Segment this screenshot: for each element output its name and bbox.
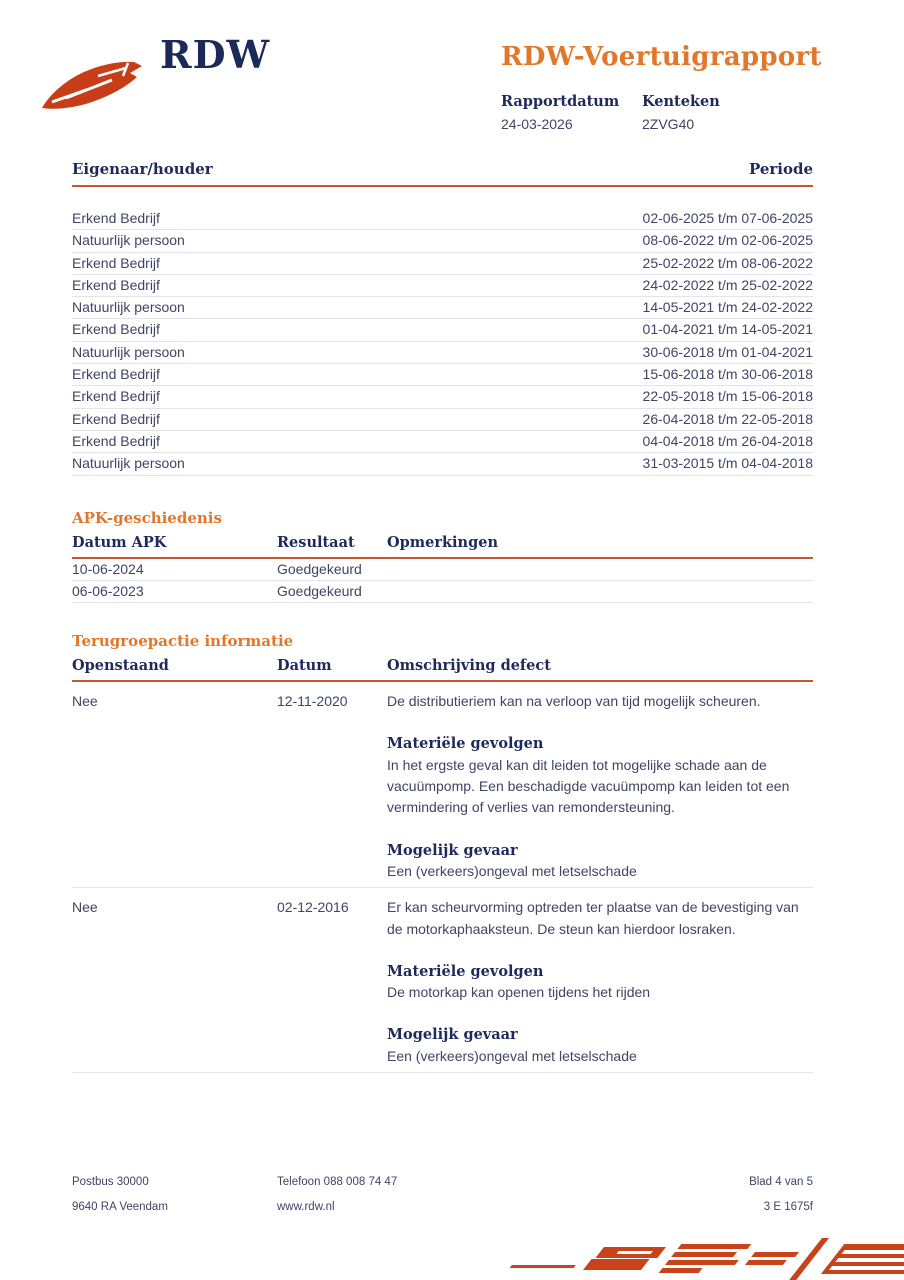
owner-type: Erkend Bedrijf (72, 432, 160, 449)
report-date-value: 24-03-2026 (501, 116, 573, 132)
recall-date-value: 12-11-2020 (277, 693, 348, 710)
footer-address (72, 1170, 277, 1219)
footer-form-code: 3 E 1675f (763, 1200, 813, 1213)
owner-period: 30-06-2018 t/m 01-04-2021 (642, 343, 813, 360)
recall-open-column-header: Openstaand (72, 657, 169, 675)
recall-consequences-text: In het ergste geval kan dit leiden tot mogelijke schade aan de vacuümpomp. Een beschadigde vacuümpomp kan leiden tot een vermindering of verlies van remondersteuning. (387, 756, 790, 816)
owner-type: Erkend Bedrijf (72, 276, 160, 293)
owner-type: Natuurlijk persoon (72, 299, 185, 316)
recall-danger-label: Mogelijk gevaar (387, 841, 518, 859)
report-header (501, 42, 841, 132)
recall-open-value: Nee (72, 693, 98, 710)
recall-defect-description: De distributieriem kan na verloop van tijd mogelijk scheuren. (387, 693, 761, 710)
owner-table-row (72, 431, 813, 453)
owner-period: 22-05-2018 t/m 15-06-2018 (642, 388, 813, 405)
footer-page-indicator: Blad 4 van 5 (749, 1176, 813, 1188)
speed-stripes-graphic-icon (504, 1238, 904, 1280)
apk-remarks (387, 559, 813, 580)
owner-period: 31-03-2015 t/m 04-04-2018 (642, 455, 813, 472)
report-body (72, 160, 813, 1073)
recall-defect-column-header: Omschrijving defect (387, 657, 551, 675)
owner-period: 08-06-2022 t/m 02-06-2025 (642, 232, 813, 249)
recall-open-value: Nee (72, 899, 98, 916)
recall-consequences-label: Materiële gevolgen (387, 962, 544, 980)
recall-table-rows (72, 682, 813, 1073)
recall-consequences-text: De motorkap kan openen tijdens het rijden (387, 984, 651, 1001)
apk-result: Goedgekeurd (277, 560, 362, 577)
owner-table-row (72, 342, 813, 364)
apk-table-header (72, 534, 813, 559)
recall-table-row (72, 682, 813, 888)
owner-period: 02-06-2025 t/m 07-06-2025 (642, 210, 813, 226)
apk-table-row (72, 581, 813, 603)
owner-type: Erkend Bedrijf (72, 388, 160, 405)
report-date-label: Rapportdatum (501, 93, 620, 110)
apk-section-heading: APK-geschiedenis (72, 508, 222, 527)
apk-remarks (387, 581, 813, 602)
owner-period: 04-04-2018 t/m 26-04-2018 (642, 432, 813, 449)
rdw-wordmark: RDW (160, 32, 271, 77)
owner-table-row (72, 453, 813, 475)
owner-type: Natuurlijk persoon (72, 232, 185, 249)
footer-postbus: Postbus 30000 (72, 1176, 149, 1188)
recall-date-column-header: Datum (277, 657, 332, 675)
page-footer (72, 1170, 813, 1219)
recall-defect-description: Er kan scheurvorming optreden ter plaatse van de bevestiging van de motorkaphaaksteun. De steun kan hierdoor losraken. (387, 899, 799, 937)
rdw-feather-logo-icon (40, 52, 152, 115)
owner-period: 25-02-2022 t/m 08-06-2022 (642, 254, 813, 271)
owner-table-row (72, 230, 813, 252)
owner-table-row (72, 275, 813, 297)
owner-type: Erkend Bedrijf (72, 210, 160, 226)
recall-danger-block (387, 1024, 813, 1067)
apk-history-section (72, 509, 813, 604)
owner-table-row (72, 253, 813, 275)
recall-consequences-label: Materiële gevolgen (387, 735, 544, 753)
owner-period: 01-04-2021 t/m 14-05-2021 (642, 321, 813, 338)
recall-defect-cell (387, 897, 813, 1067)
owner-table-row (72, 208, 813, 230)
owner-table-row (72, 386, 813, 408)
footer-city: 9640 RA Veendam (72, 1200, 168, 1213)
owner-table-header (72, 160, 813, 187)
period-column-header: Periode (748, 160, 813, 178)
owner-history-section (72, 160, 813, 476)
apk-result-column-header: Resultaat (277, 533, 355, 551)
owner-table-rows (72, 208, 813, 476)
owner-column-header: Eigenaar/houder (72, 160, 213, 178)
footer-contact (277, 1170, 749, 1219)
apk-table-row (72, 559, 813, 581)
owner-period: 26-04-2018 t/m 22-05-2018 (642, 410, 813, 427)
owner-type: Erkend Bedrijf (72, 254, 160, 271)
apk-date: 10-06-2024 (72, 560, 144, 577)
page-title: RDW-Voertuigrapport (501, 42, 822, 72)
owner-period: 14-05-2021 t/m 24-02-2022 (642, 299, 813, 316)
owner-type: Erkend Bedrijf (72, 410, 160, 427)
footer-meta (749, 1170, 813, 1219)
owner-table-row (72, 319, 813, 341)
recall-info-section (72, 632, 813, 1073)
apk-table-rows (72, 559, 813, 604)
owner-type: Erkend Bedrijf (72, 321, 160, 338)
owner-type: Natuurlijk persoon (72, 455, 185, 472)
recall-danger-label: Mogelijk gevaar (387, 1026, 518, 1044)
recall-danger-text: Een (verkeers)ongeval met letselschade (387, 862, 637, 879)
owner-type: Erkend Bedrijf (72, 366, 160, 383)
owner-table-row (72, 297, 813, 319)
recall-danger-text: Een (verkeers)ongeval met letselschade (387, 1047, 637, 1064)
recall-date-value: 02-12-2016 (277, 899, 349, 916)
recall-consequences-block (387, 733, 813, 818)
footer-phone: Telefoon 088 008 74 47 (277, 1176, 398, 1188)
apk-result: Goedgekeurd (277, 582, 362, 599)
license-plate-label: Kenteken (642, 93, 720, 110)
recall-consequences-block (387, 961, 813, 1004)
recall-defect-cell (387, 691, 813, 882)
recall-table-row (72, 888, 813, 1073)
owner-type: Natuurlijk persoon (72, 343, 185, 360)
apk-date-column-header: Datum APK (72, 533, 167, 551)
owner-table-row (72, 409, 813, 431)
apk-remarks-column-header: Opmerkingen (387, 533, 498, 551)
apk-date: 06-06-2023 (72, 582, 144, 599)
owner-period: 15-06-2018 t/m 30-06-2018 (642, 366, 813, 383)
owner-table-row (72, 364, 813, 386)
owner-period: 24-02-2022 t/m 25-02-2022 (642, 276, 813, 293)
license-plate-value: 2ZVG40 (642, 116, 695, 132)
recall-table-header (72, 657, 813, 682)
recall-danger-block (387, 840, 813, 883)
recall-section-heading: Terugroepactie informatie (72, 632, 294, 651)
footer-website-link[interactable]: www.rdw.nl (277, 1200, 335, 1213)
